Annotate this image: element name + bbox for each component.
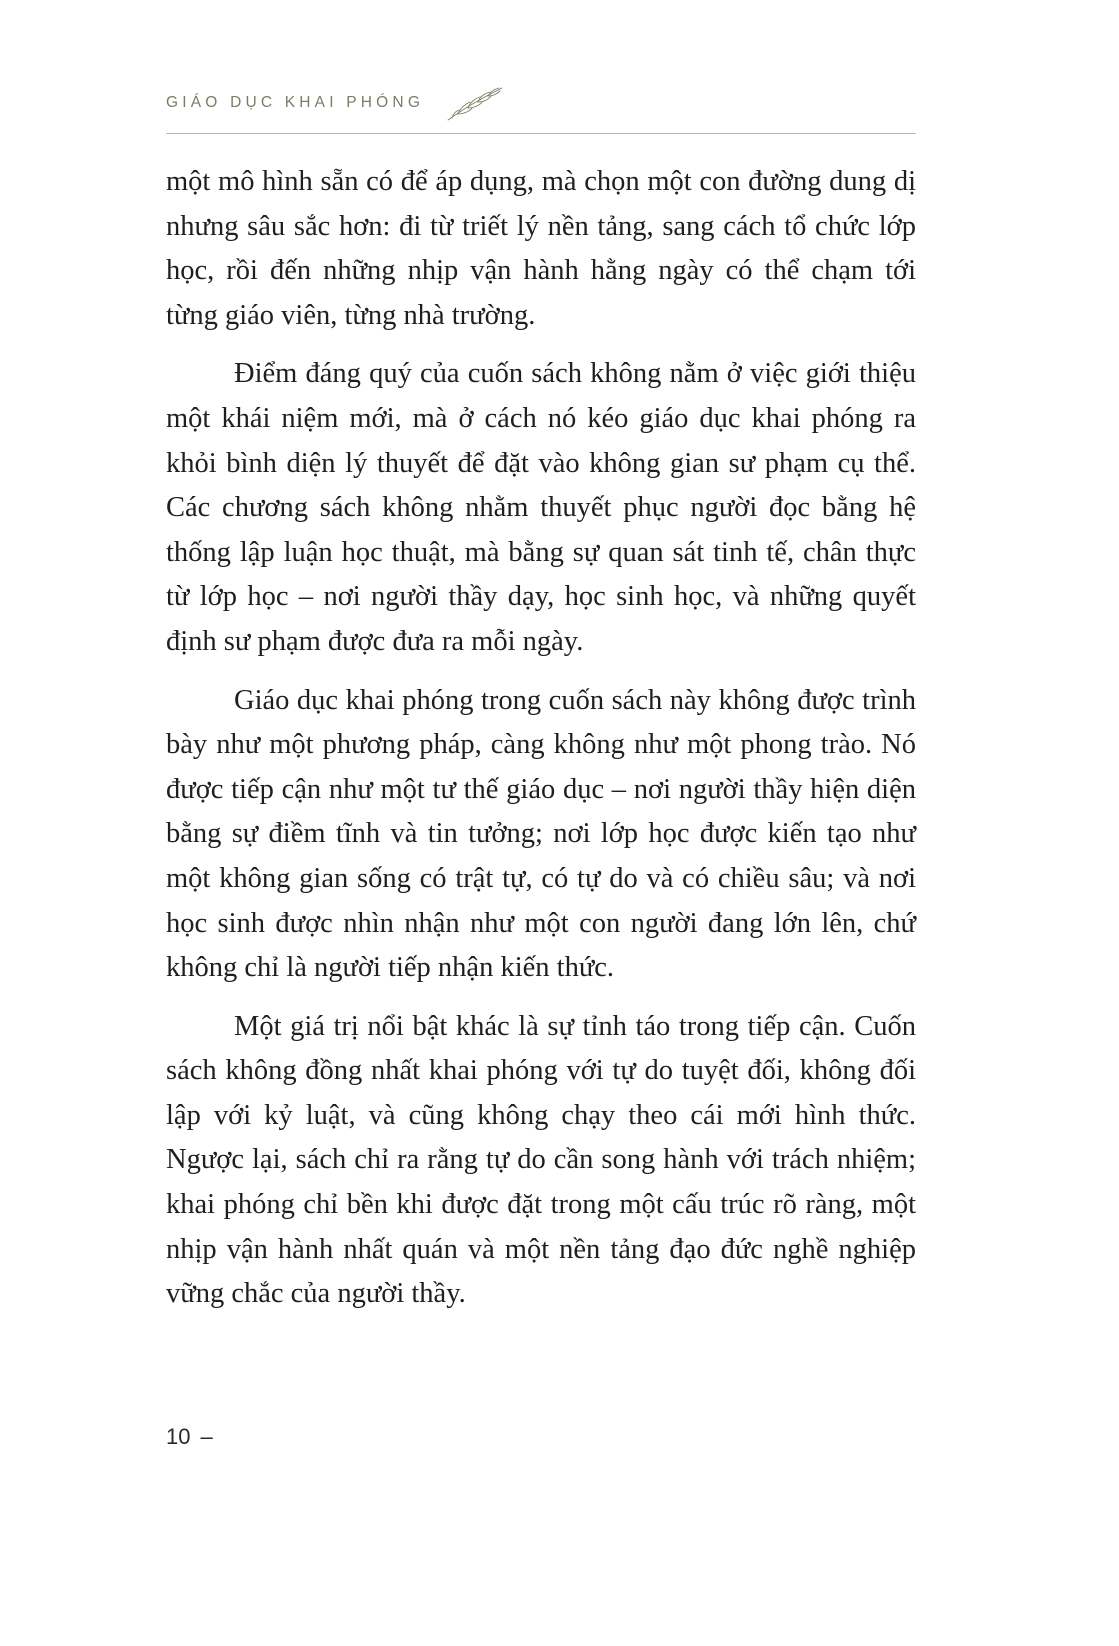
page-number: 10	[166, 1424, 191, 1449]
header-divider	[166, 133, 916, 134]
page-header	[166, 90, 916, 136]
page-number-separator: –	[200, 1424, 213, 1449]
running-head: GIÁO DỤC KHAI PHÓNG	[166, 94, 425, 111]
page-footer	[166, 1424, 213, 1450]
paragraph-3: Giáo dục khai phóng trong cuốn sách này không được trình bày như một phương pháp, càng không như một phong trào. Nó được tiếp cận như một tư thế giáo dục – nơi người thầy hiện diện bằng sự điềm tĩnh và tin tưởng; nơi lớp học được kiến tạo như một không gian sống có trật tự, có tự do và có chiều sâu; và nơi học sinh được nhìn nhận như một con người đang lớn lên, chứ không chỉ là người tiếp nhận kiến thức.	[166, 684, 916, 984]
paragraph-4: Một giá trị nổi bật khác là sự tỉnh táo trong tiếp cận. Cuốn sách không đồng nhất khai phóng với tự do tuyệt đối, không đối lập với kỷ luật, và cũng không chạy theo cái mới hình thức. Ngược lại, sách chỉ ra rằng tự do cần song hành với trách nhiệm; khai phóng chỉ bền khi được đặt trong một cấu trúc rõ ràng, một nhịp vận hành nhất quán và một nền tảng đạo đức nghề nghiệp vững chắc của người thầy.	[166, 1010, 916, 1310]
paragraph-2: Điểm đáng quý của cuốn sách không nằm ở việc giới thiệu một khái niệm mới, mà ở cách nó kéo giáo dục khai phóng ra khỏi bình diện lý thuyết để đặt vào không gian sư phạm cụ thể. Các chương sách không nhằm thuyết phục người đọc bằng hệ thống lập luận học thuật, mà bằng sự quan sát tinh tế, chân thực từ lớp học – nơi người thầy dạy, học sinh học, và những quyết định sư phạm được đưa ra mỗi ngày.	[166, 358, 916, 657]
body-text	[166, 160, 916, 1331]
leaf-branch-icon	[444, 84, 506, 124]
paragraph-1: một mô hình sẵn có để áp dụng, mà chọn một con đường dung dị nhưng sâu sắc hơn: đi từ triết lý nền tảng, sang cách tổ chức lớp học, rồi đến những nhịp vận hành hằng ngày có thể chạm tới từng giáo viên, từng nhà trường.	[166, 166, 916, 331]
